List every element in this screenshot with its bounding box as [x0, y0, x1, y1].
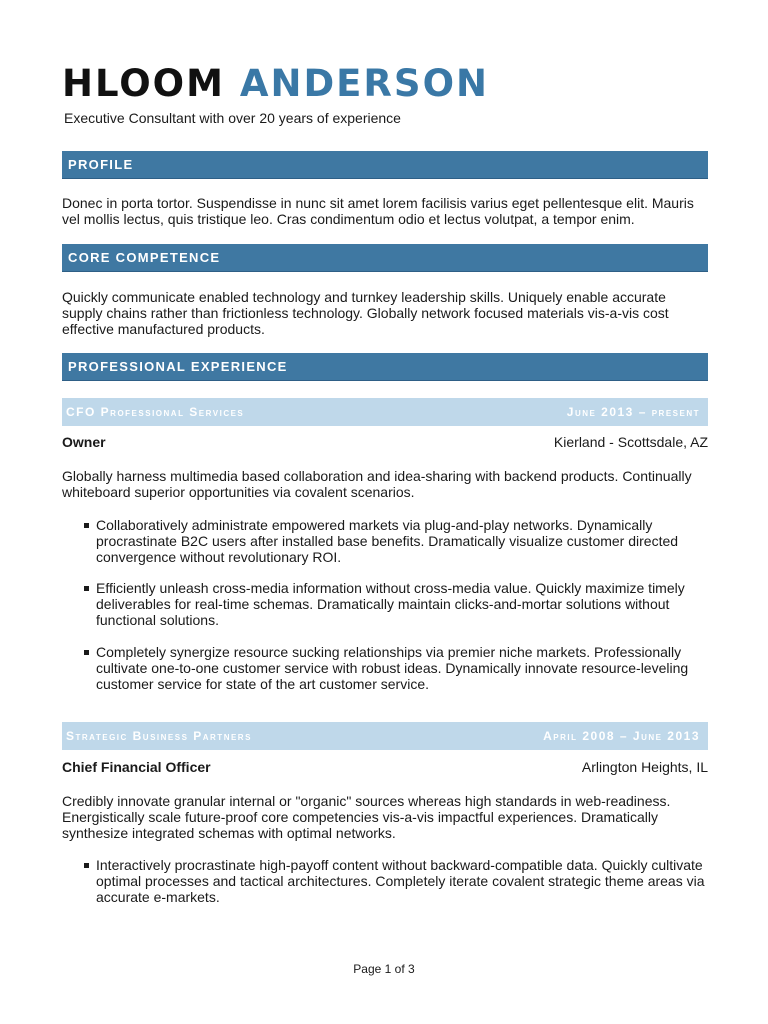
- bullet-text: Interactively procrastinate high-payoff content without backward-compatible data. Quickly cultivate optimal processes and tactical architectures. Completely iterate covalent strategic theme areas via accurate e-markets.: [96, 857, 705, 905]
- bullet-text: Efficiently unleash cross-media information without cross-media value. Quickly maximize timely deliverables for real-time schemas. Dramatically maintain clicks-and-mortar solutions without functional solutions.: [96, 580, 685, 628]
- role-line: [62, 434, 708, 450]
- company-name: Strategic Business Partners: [66, 729, 252, 743]
- section-heading-core-competence: CORE COMPETENCE: [62, 244, 708, 272]
- job-summary: Globally harness multimedia based collaboration and idea-sharing with backend products. Continually whiteboard superior opportunities via covalent scenarios.: [62, 468, 692, 500]
- section-heading-professional-experience: PROFESSIONAL EXPERIENCE: [62, 353, 708, 381]
- list-item: [62, 857, 708, 905]
- job-dates: June 2013 – present: [566, 405, 700, 419]
- company-name: CFO Professional Services: [66, 405, 245, 419]
- first-name: HLOOM: [62, 62, 225, 105]
- job-location: Arlington Heights, IL: [581, 759, 708, 775]
- core-competence-text: Quickly communicate enabled technology and turnkey leadership skills. Uniquely enable accurate supply chains rather than frictionless technology. Globally network focused materials vis-a-vis cost effective manufactured products.: [62, 289, 669, 337]
- profile-text: Donec in porta tortor. Suspendisse in nunc sit amet lorem facilisis varius eget pellentesque elit. Mauris vel mollis lectus, quis tristique leo. Cras condimentum odio et lectus volutpat, a tempor enim.: [62, 195, 694, 227]
- role-line: [62, 759, 708, 775]
- job-title: Owner: [62, 434, 106, 450]
- job-title: Chief Financial Officer: [62, 759, 211, 775]
- bullet-text: Collaboratively administrate empowered markets via plug-and-play networks. Dynamically procrastinate B2C users after installed base benefits. Dramatically visualize customer directed convergence without revolutionary ROI.: [96, 517, 679, 565]
- job-location: Kierland - Scottsdale, AZ: [553, 434, 708, 450]
- bullet-square-icon: [84, 586, 89, 591]
- job-dates: April 2008 – June 2013: [543, 729, 700, 743]
- list-item: [62, 644, 708, 692]
- bullet-square-icon: [84, 523, 89, 528]
- job-header: [62, 398, 708, 426]
- page-number: Page 1 of 3: [353, 962, 415, 976]
- job-header: [62, 722, 708, 750]
- section-heading-profile: PROFILE: [62, 151, 708, 179]
- tagline: Executive Consultant with over 20 years of experience: [64, 110, 401, 126]
- job-summary: Credibly innovate granular internal or "organic" sources whereas high standards in web-readiness. Energistically scale future-proof core competencies vis-a-vis impactful experiences. Dramatically synthesize integrated schemas with optimal networks.: [62, 793, 671, 841]
- candidate-name: [62, 62, 489, 106]
- list-item: [62, 517, 708, 565]
- list-item: [62, 580, 708, 628]
- bullet-text: Completely synergize resource sucking relationships via premier niche markets. Professionally cultivate one-to-one customer service with robust ideas. Dynamically innovate resource-leveling customer service for state of the art customer service.: [96, 644, 689, 692]
- last-name: ANDERSON: [239, 62, 489, 105]
- bullet-square-icon: [84, 863, 89, 868]
- bullet-square-icon: [84, 650, 89, 655]
